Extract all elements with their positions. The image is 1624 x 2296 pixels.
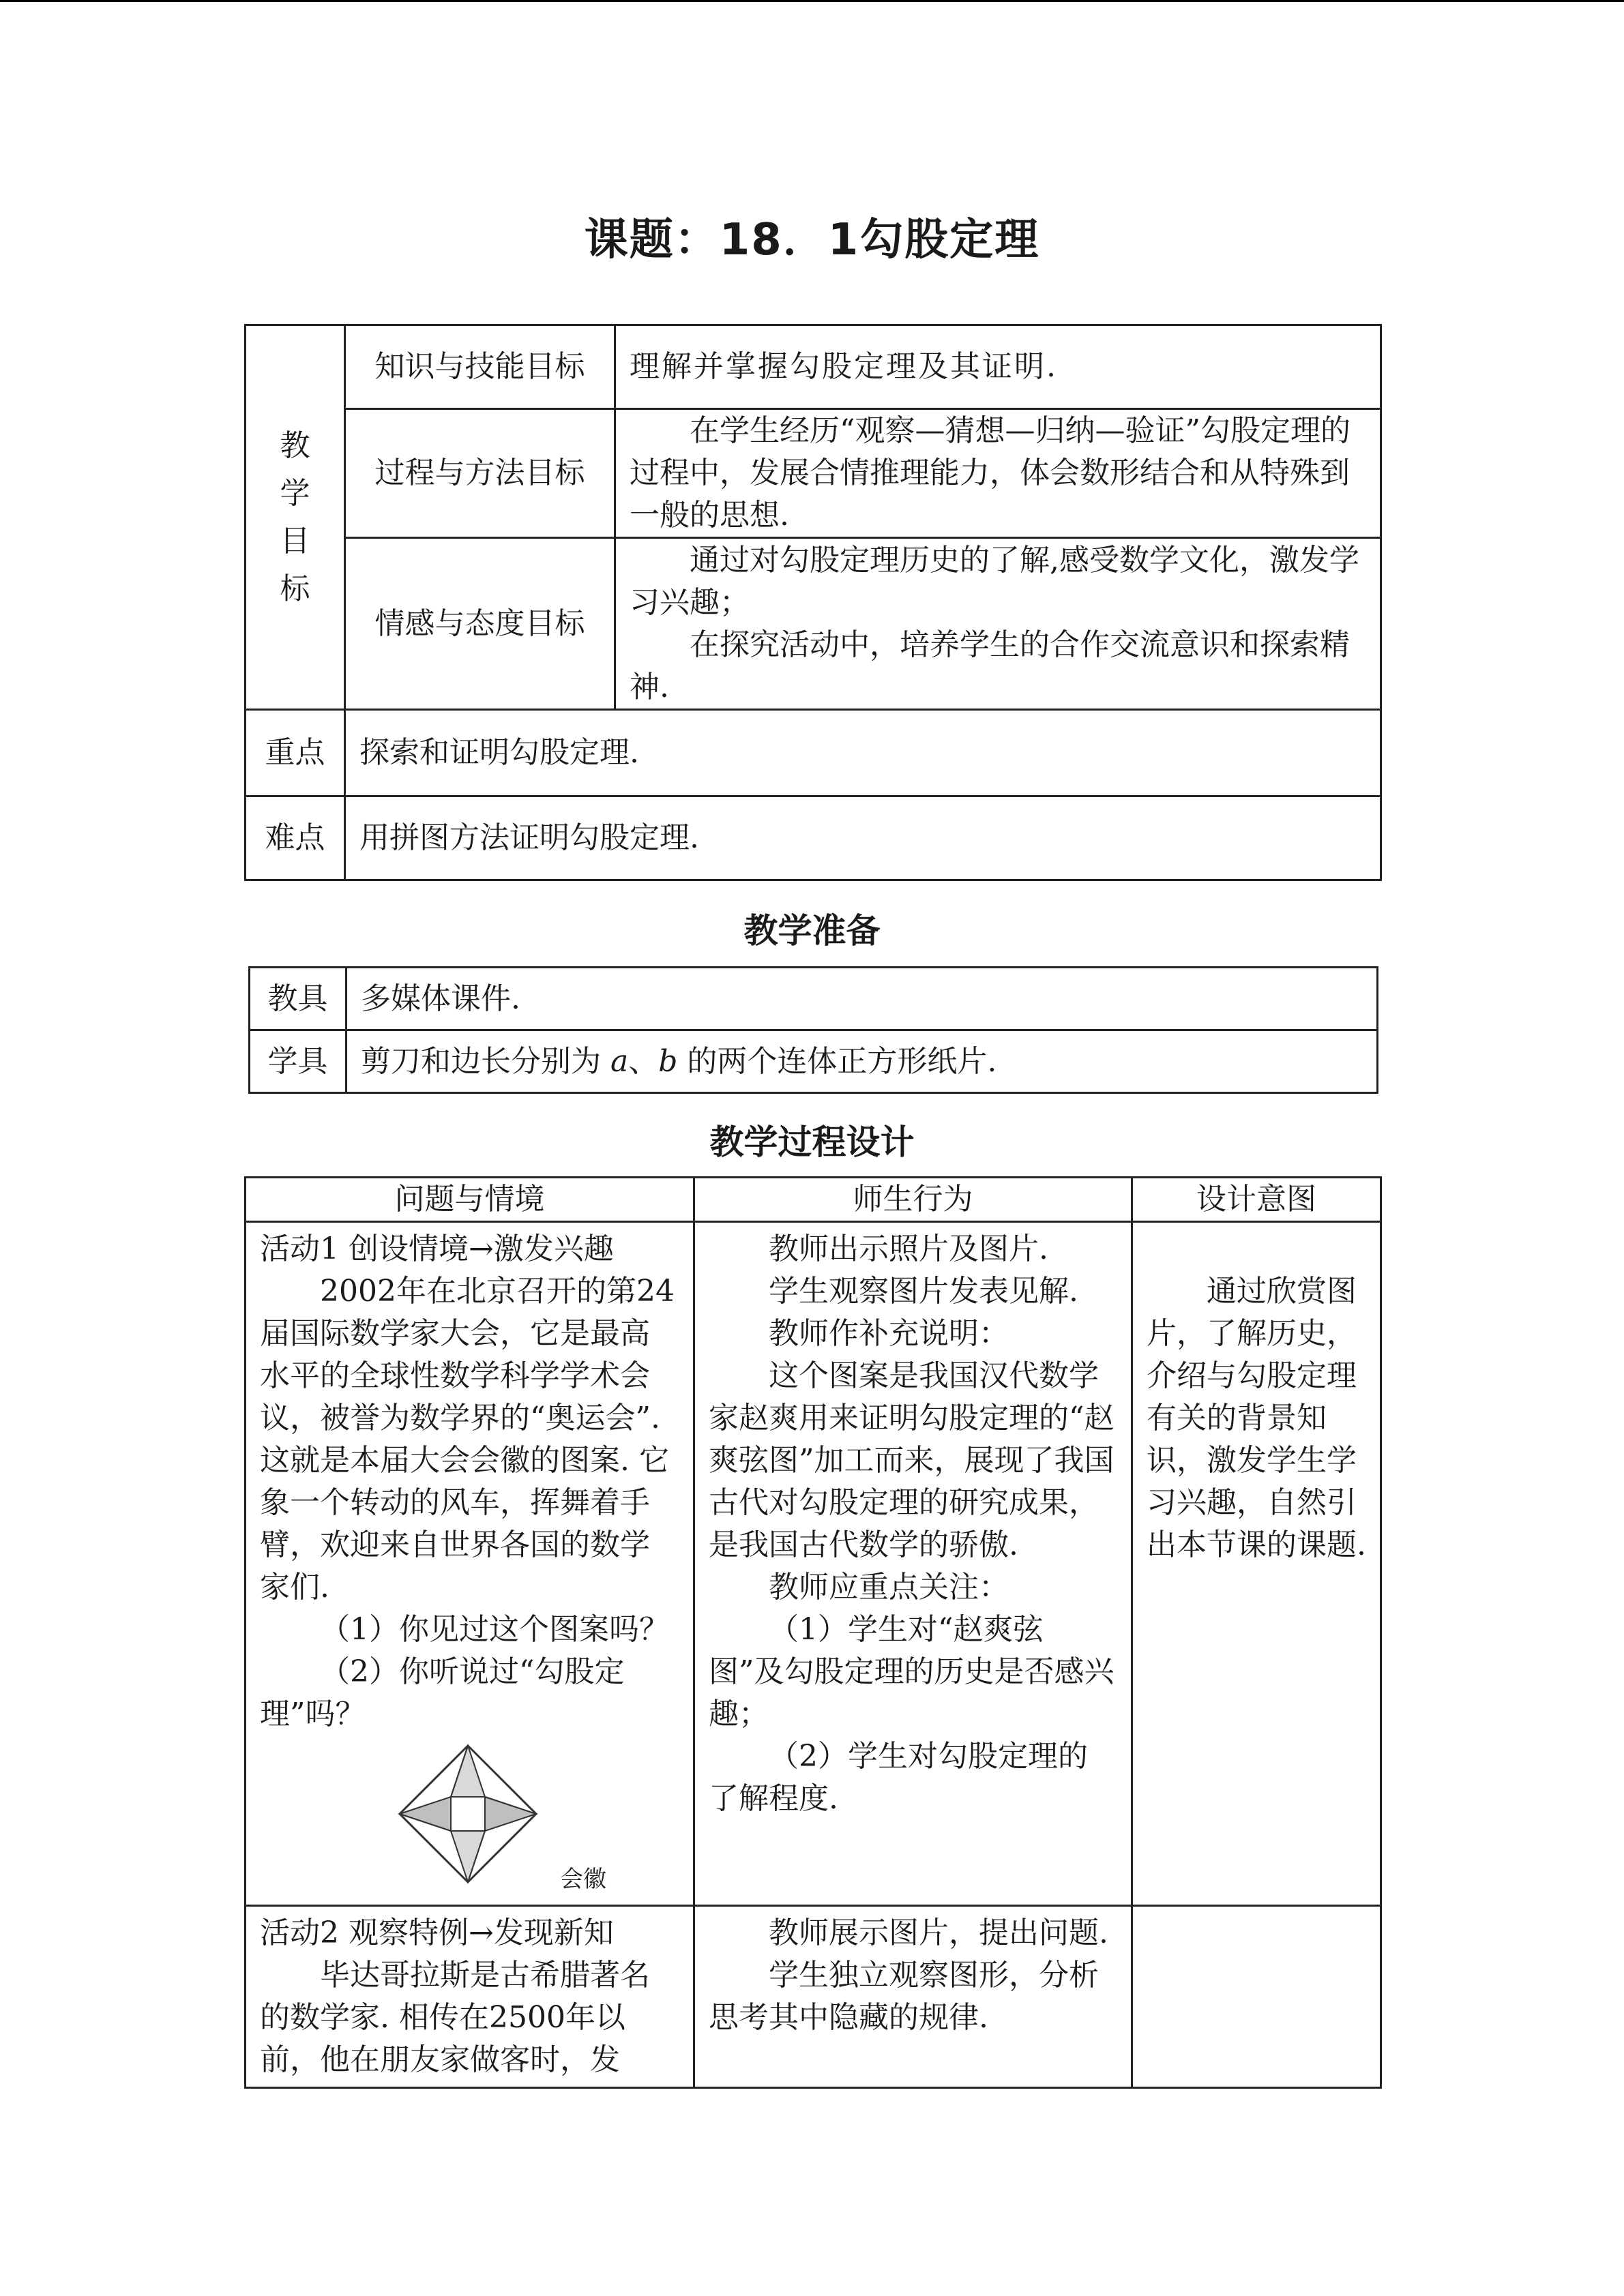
objective-content-attitude: 通过对勾股定理历史的了解,感受数学文化，激发学习兴趣； 在探究活动中，培养学生的合作交流意识和探索精神. xyxy=(615,538,1381,710)
difficulty-label: 难点 xyxy=(246,796,345,880)
key-point-label: 重点 xyxy=(246,710,345,796)
teacher-tools-label: 教具 xyxy=(250,968,346,1030)
objective-content-process: 在学生经历“观察—猜想—归纳—验证”勾股定理的过程中，发展合情推理能力，体会数形结合和从特殊到一般的思想. xyxy=(615,409,1381,538)
activity1-heading: 活动1 创设情境→激发兴趣 xyxy=(260,1232,614,1266)
objective-label-knowledge: 知识与技能目标 xyxy=(345,325,615,409)
activity1-actions: 教师出示照片及图片. 学生观察图片发表见解. 教师作补充说明： 这个图案是我国汉代数学家赵爽用来证明勾股定理的“赵爽弦图”加工而来，展现了我国古代对勾股定理的研究成果，是我国古代数学的骄傲. 教师应重点关注： （1）学生对“赵爽弦图”及勾股定理的历史是否感兴趣； （2）学生对勾股定理的了解程度. xyxy=(694,1222,1132,1906)
difficulty-content: 用拼图方法证明勾股定理. xyxy=(345,796,1381,880)
header-intent: 设计意图 xyxy=(1132,1178,1381,1222)
activity1-problem: 活动1 创设情境→激发兴趣 2002年在北京召开的第24届国际数学家大会，它是最高水平的全球性数学科学学术会议，被誉为数学界的“奥运会”. 这就是本届大会会徽的图案. 它象一个转动的风车，挥舞着手臂，欢迎来自世界各国的数学家们. （1）你见过这个图案吗？ （2）你听说过“勾股定理”吗？ 会徽 xyxy=(246,1222,694,1906)
page-title: 课题：18．1勾股定理 xyxy=(584,215,1040,265)
student-tools-content: 剪刀和边长分别为 a、b 的两个连体正方形纸片. xyxy=(346,1030,1378,1093)
activity1-intent: 通过欣赏图片，了解历史，介绍与勾股定理有关的背景知识，激发学生学习兴趣，自然引出本节课的课题. xyxy=(1132,1222,1381,1906)
emblem-caption: 会徽 xyxy=(560,1866,606,1893)
objective-label-attitude: 情感与态度目标 xyxy=(345,538,615,710)
header-problem: 问题与情境 xyxy=(246,1178,694,1222)
activity2-problem: 活动2 观察特例→发现新知 毕达哥拉斯是古希腊著名的数学家. 相传在2500年以前，他在朋友家做客时，发 xyxy=(246,1906,694,2088)
teacher-tools-content: 多媒体课件. xyxy=(346,968,1378,1030)
objectives-group-label: 教 学 目 标 xyxy=(246,325,345,710)
preparation-title: 教学准备 xyxy=(743,911,881,951)
congress-emblem-image xyxy=(396,1742,540,1885)
activity2-heading: 活动2 观察特例→发现新知 xyxy=(260,1915,614,1950)
objective-label-process: 过程与方法目标 xyxy=(345,409,615,538)
process-table xyxy=(244,1176,1382,2089)
preparation-table xyxy=(248,966,1378,1094)
objective-content-knowledge: 理解并掌握勾股定理及其证明. xyxy=(615,325,1381,409)
objectives-table xyxy=(244,324,1382,881)
page-top-border xyxy=(0,0,1624,2)
activity2-actions: 教师展示图片，提出问题. 学生独立观察图形，分析思考其中隐藏的规律. xyxy=(694,1906,1132,2088)
process-title: 教学过程设计 xyxy=(709,1122,915,1162)
student-tools-label: 学具 xyxy=(250,1030,346,1093)
key-point-content: 探索和证明勾股定理. xyxy=(345,710,1381,796)
activity2-intent xyxy=(1132,1906,1381,2088)
header-action: 师生行为 xyxy=(694,1178,1132,1222)
